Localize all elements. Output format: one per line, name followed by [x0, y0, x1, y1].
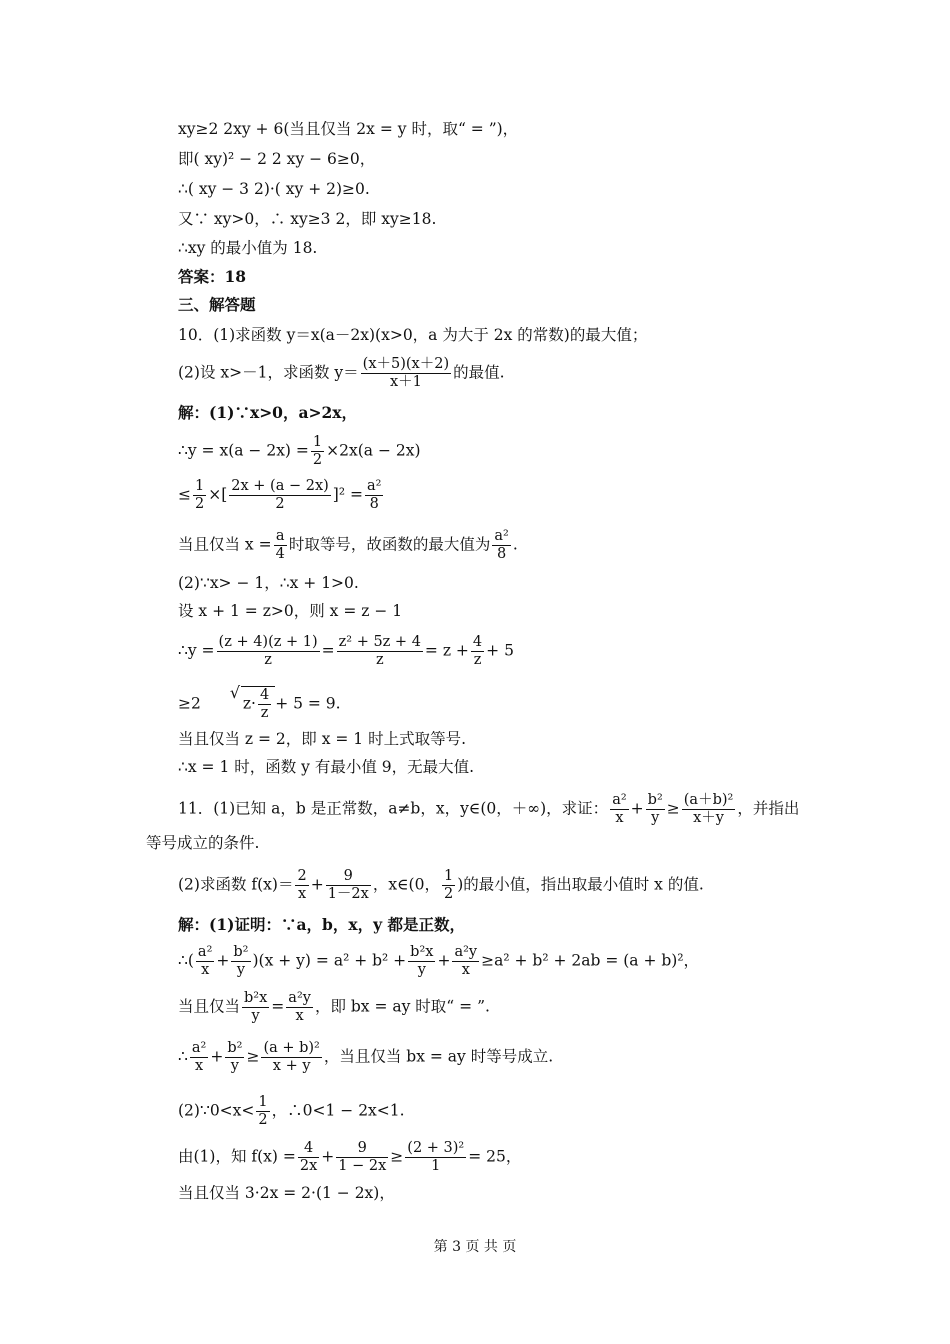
- line-1: xy≥2 2xy + 6(当且仅当 2x = y 时，取“ = ”)，: [178, 120, 519, 138]
- solution-11-heading: 解：(1)证明：∵a，b，x，y 都是正数，: [178, 915, 465, 934]
- solution-line: 由(1)，知 f(x) = $\frac{4}{2x}$ + $\frac{9}{1 - 2x}$ ≥ $\frac{\text{(2 + 3)²}}{1}$ = 25，: [178, 1140, 522, 1174]
- section-heading: 三、解答题: [178, 295, 256, 314]
- solution-line: ∴y = x(a − 2x) = $\frac{1}{2}$ ×2x(a − 2x): [178, 434, 421, 468]
- line-5: ∴xy 的最小值为 18.: [178, 239, 318, 257]
- solution-line: ≤ $\frac{1}{2}$ ×[ $\frac{2x + (a - 2x)}{2}$ ]² = $\frac{\text{a²}}{8}$: [178, 478, 382, 512]
- solution-line: 当且仅当 $\frac{\text{b²x}}{y}$ = $\frac{\text{a²y}}{x}$ ，即 bx = ay 时取“ = ”.: [178, 990, 490, 1024]
- solution-line: ∴ $\frac{\text{a²}}{x}$ + $\frac{\text{b²}}{y}$ ≥ $\frac{\text{(a + b)²}}{x + y}$ ，当且仅当 bx = ay 时等号成立.: [178, 1040, 554, 1074]
- solution-line: ≥2√ z· $\frac{4}{z}$ + 5 = 9.: [178, 686, 341, 722]
- problem-10-part-1: 10．(1)求函数 y＝x(a－2x)(x>0，a 为大于 2x 的常数)的最大值；: [178, 326, 648, 344]
- solution-line: ∴x = 1 时，函数 y 有最小值 9，无最大值.: [178, 758, 475, 776]
- solution-line: (2)∵0<x< $\frac{1}{2}$ ，∴0<1 − 2x<1.: [178, 1094, 405, 1128]
- solution-line: ∴( $\frac{\text{a²}}{x}$ + $\frac{\text{b²}}{y}$ )(x + y) = a² + b² + $\frac{\text{b²x}}{y}$ + $\frac{\text{a²y}}{x}$ ≥a² + b² + 2ab = (a + b)²，: [178, 944, 700, 978]
- problem-11-part-1: 11．(1)已知 a，b 是正常数，a≠b，x，y∈(0，＋∞)，求证： $\frac{\text{a²}}{x}$ + $\frac{\text{b²}}{y}$ ≥ $\frac{\text{(a＋b)²}}{x+y}$ ，并指出: [178, 792, 800, 826]
- line-3: ∴( xy − 3 2)·( xy + 2)≥0.: [178, 180, 370, 198]
- page-footer: 第 3 页 共 页: [433, 1239, 517, 1255]
- problem-11-continued: 等号成立的条件.: [146, 834, 260, 852]
- solution-line: (2)∵x> − 1，∴x + 1>0.: [178, 574, 359, 592]
- solution-line: 当且仅当 x = $\frac{a}{4}$ 时取等号，故函数的最大值为 $\frac{\text{a²}}{8}$ .: [178, 528, 518, 562]
- line-2: 即( xy)² − 2 2 xy − 6≥0，: [178, 150, 376, 168]
- problem-11-part-2: (2)求函数 f(x)＝ $\frac{2}{x}$ + $\frac{9}{1-2x}$ ，x∈(0， $\frac{1}{2}$ )的最小值，指出取最小值时 x 的值.: [178, 868, 704, 902]
- solution-line: 当且仅当 z = 2，即 x = 1 时上式取等号.: [178, 730, 467, 748]
- line-4: 又∵ xy>0，∴ xy≥3 2，即 xy≥18.: [178, 210, 437, 228]
- fraction: $\frac{(x+5)(x+2)}{x+1}$: [362, 356, 450, 390]
- solution-line: 设 x + 1 = z>0，则 x = z − 1: [178, 602, 403, 620]
- solution-line: 当且仅当 3·2x = 2·(1 − 2x)，: [178, 1184, 395, 1202]
- solution-10-1-heading: 解：(1)∵x>0，a>2x，: [178, 403, 358, 422]
- solution-line: ∴y = $\frac{(z + 4)(z + 1)}{z}$ = $\frac{\text{z² + 5z + 4}}{z}$ = z + $\frac{4}{z}$ + 5: [178, 634, 514, 668]
- problem-10-part-2: (2)设 x>－1，求函数 y＝ $\frac{(x+5)(x+2)}{x+1}$ 的最值.: [178, 356, 505, 390]
- answer-line: 答案：18: [178, 267, 247, 286]
